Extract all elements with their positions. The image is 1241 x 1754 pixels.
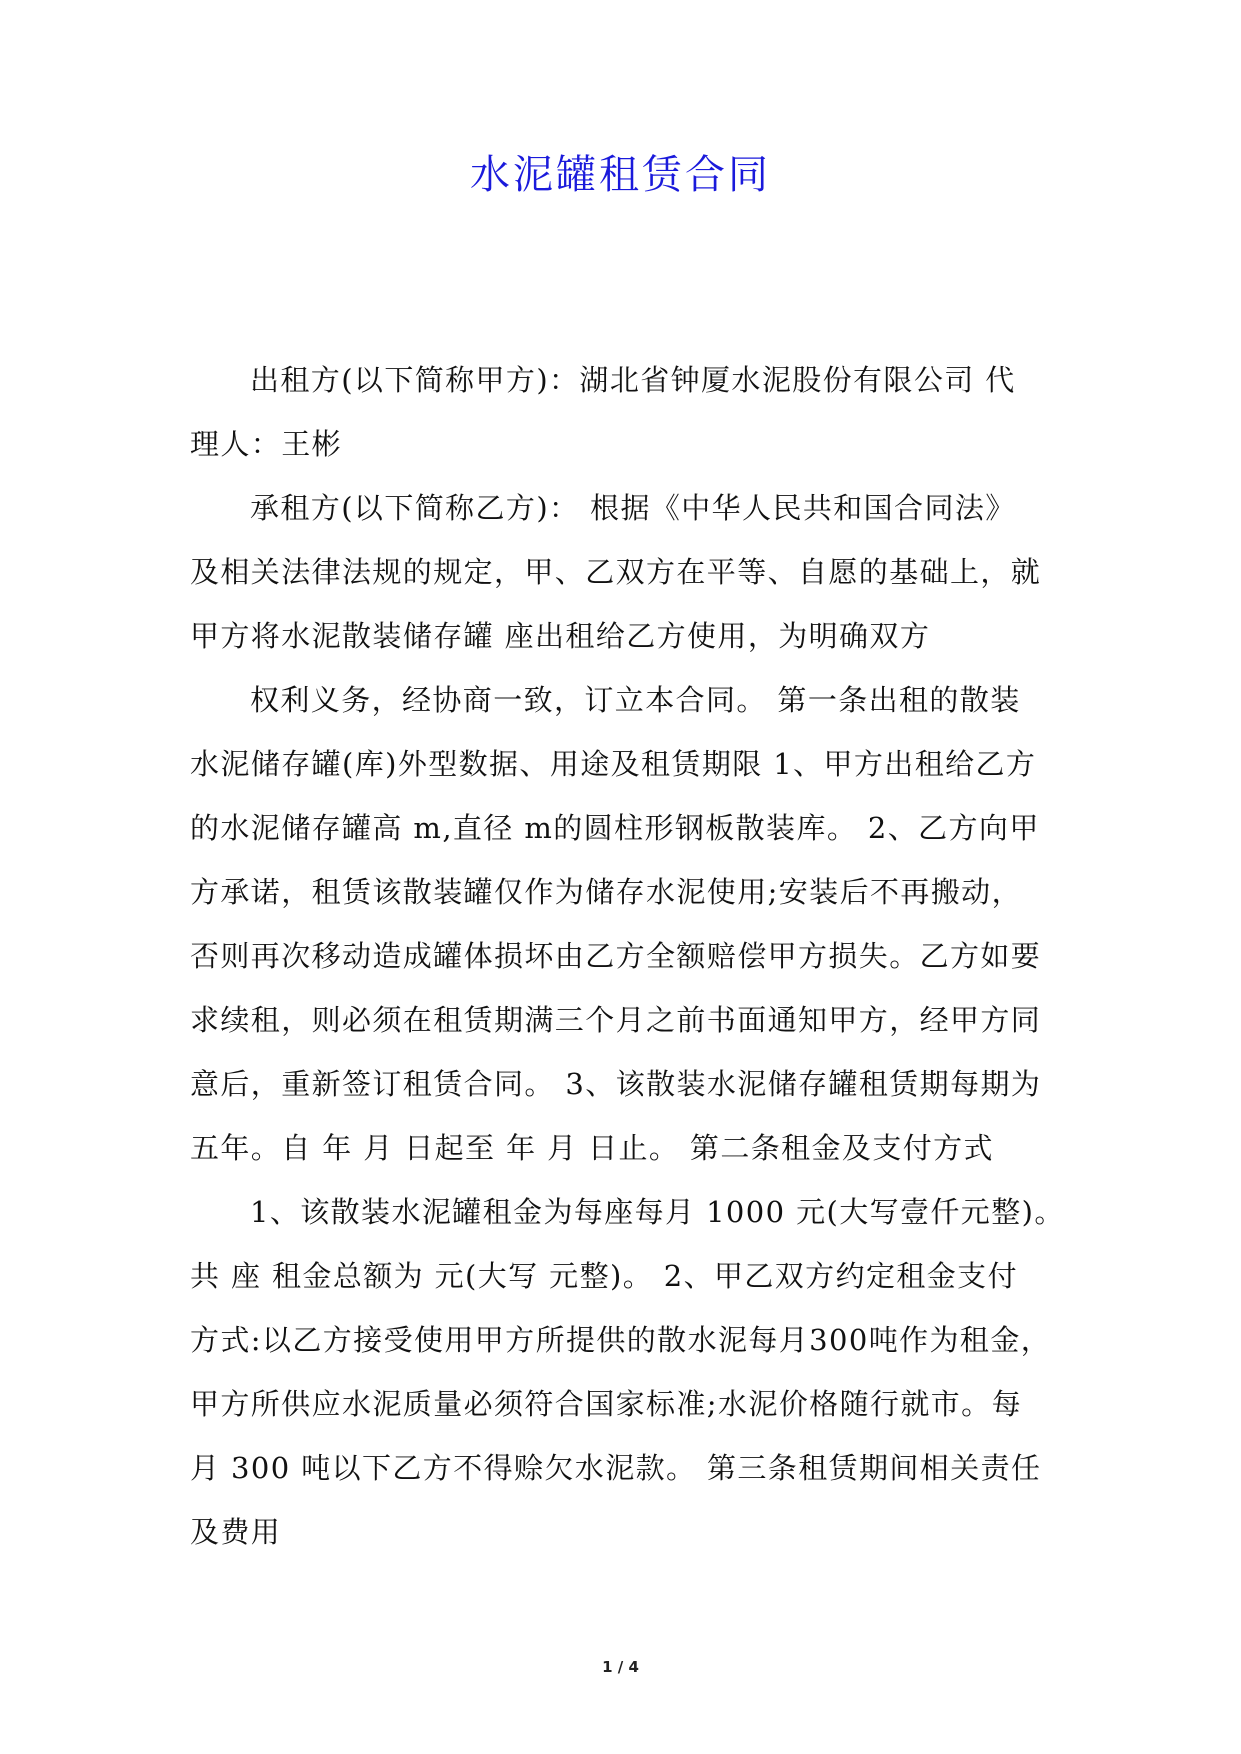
paragraph-line: 权利义务，经协商一致，订立本合同。 第一条出租的散装 (250, 683, 1021, 717)
paragraph-line: 1、该散装水泥罐租金为每座每月 1000 元(大写壹仟元整)。 (250, 1195, 1065, 1229)
paragraph-line: 理人：王彬 (190, 427, 343, 461)
paragraph-line: 水泥储存罐(库)外型数据、用途及租赁期限 1、甲方出租给乙方 (190, 747, 1037, 781)
paragraph-line: 月 300 吨以下乙方不得赊欠水泥款。 第三条租赁期间相关责任 (190, 1451, 1042, 1485)
paragraph-line: 方承诺，租赁该散装罐仅作为储存水泥使用;安装后不再搬动， (190, 875, 1022, 909)
paragraph-line: 方式:以乙方接受使用甲方所提供的散水泥每月300吨作为租金， (190, 1323, 1052, 1357)
paragraph-line: 及相关法律法规的规定，甲、乙双方在平等、自愿的基础上，就 (190, 555, 1042, 589)
paragraph-line: 共 座 租金总额为 元(大写 元整)。 2、甲乙双方约定租金支付 (190, 1259, 1018, 1293)
paragraph-line: 求续租，则必须在租赁期满三个月之前书面通知甲方，经甲方同 (190, 1003, 1042, 1037)
paragraph-line: 意后，重新签订租赁合同。 3、该散装水泥储存罐租赁期每期为 (190, 1067, 1042, 1101)
paragraph-line: 承租方(以下简称乙方)： 根据《中华人民共和国合同法》 (250, 491, 1016, 525)
paragraph-line: 的水泥储存罐高 m,直径 m的圆柱形钢板散装库。 2、乙方向甲 (190, 811, 1040, 845)
paragraph-line: 甲方将水泥散装储存罐 座出租给乙方使用，为明确双方 (190, 619, 931, 653)
paragraph-line: 出租方(以下简称甲方)：湖北省钟厦水泥股份有限公司 代 (250, 363, 1016, 397)
page-number: 1 / 4 (602, 1658, 639, 1676)
document-body (190, 348, 1065, 1564)
paragraph-line: 五年。自 年 月 日起至 年 月 日止。 第二条租金及支付方式 (190, 1131, 994, 1165)
paragraph-line: 及费用 (190, 1515, 282, 1549)
document-title: 水泥罐租赁合同 (470, 152, 771, 198)
paragraph-line: 甲方所供应水泥质量必须符合国家标准;水泥价格随行就市。每 (190, 1387, 1022, 1421)
paragraph-line: 否则再次移动造成罐体损坏由乙方全额赔偿甲方损失。乙方如要 (190, 939, 1042, 973)
